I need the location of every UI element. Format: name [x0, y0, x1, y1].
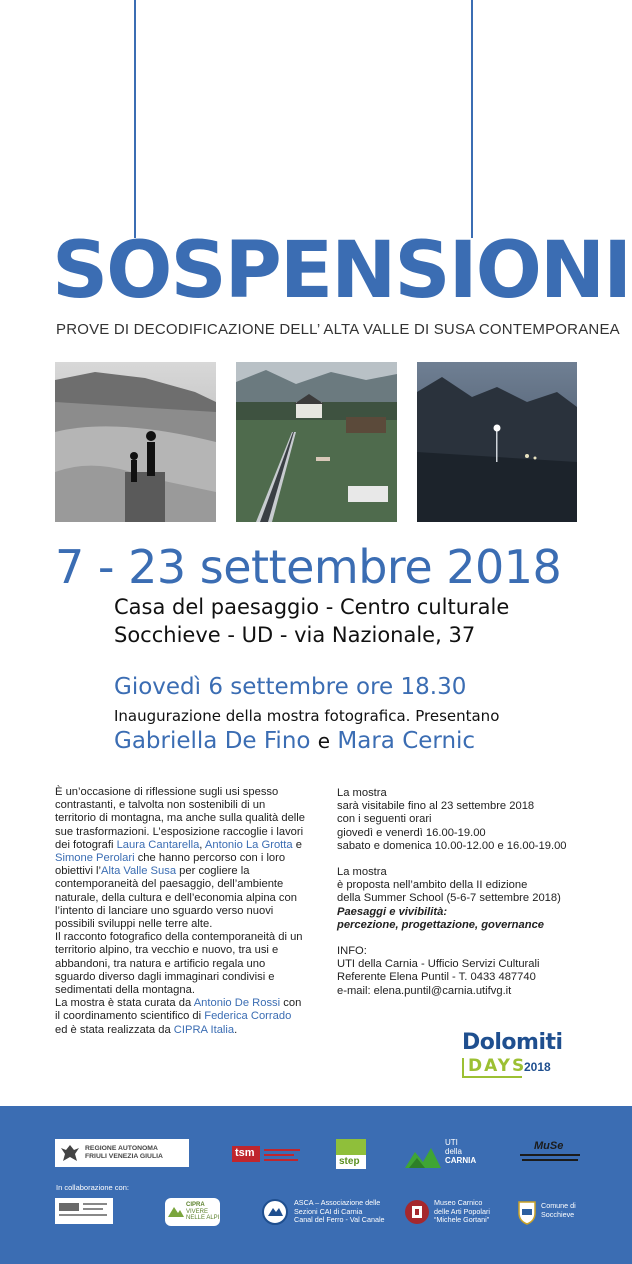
hanging-line-left: [134, 0, 136, 238]
description-paragraph-2: Il racconto fotografico della contemporaneità di un territorio alpino, tra vecchio e nuovo, tra usi e abbandoni, tra natura e artificio regala uno sguardo diverso dagli immaginari condivisi e sedimentati della montagna.: [55, 931, 303, 997]
logo-regione-fvg: REGIONE AUTONOMA FRIULI VENEZIA GIULIA: [55, 1139, 189, 1167]
photo-meadow: [236, 362, 397, 522]
presenter-1: Gabriella De Fino: [114, 728, 311, 754]
organizer-name: CIPRA Italia: [173, 1023, 235, 1036]
info-text: [337, 787, 597, 1011]
presenters: [114, 728, 594, 754]
venue-line-1: Casa del paesaggio - Centro culturale: [114, 595, 510, 619]
venue-line-2: Socchieve - UD - via Nazionale, 37: [114, 623, 476, 647]
photographer-1: Laura Cantarella: [116, 838, 200, 851]
logo-tsm: tsm: [232, 1146, 302, 1164]
logo-muse: MuSe: [516, 1140, 586, 1166]
logo-cipra: CIPRA VIVERE NELLE ALPI: [165, 1198, 220, 1226]
opening-hours-block: La mostra sarà visitabile fino al 23 settembre 2018 con i seguenti orari giovedì e venerdì 16.00-19.00 sabato e domenica 10.00-12.00 e 16.00-19.00: [337, 787, 567, 852]
summer-school-block: La mostra è proposta nell’ambito della II edizione della Summer School (5-6-7 settembre 2018) Paesaggi e vivibilità: percezione, progettazione, governance: [337, 866, 561, 931]
logo-asca: ASCA – Associazione delle Sezioni CAI di Carnia Canal del Ferro - Val Canale: [262, 1198, 412, 1228]
place-name: Alta Valle Susa: [101, 865, 177, 878]
photo-quarry: [55, 362, 216, 522]
photographer-3: Simone Perolari: [55, 852, 135, 865]
photographer-2: Antonio La Grotta: [204, 838, 293, 851]
presenter-2: Mara Cernic: [337, 728, 476, 754]
logo-step: step: [336, 1139, 366, 1169]
exhibition-dates: 7 - 23 settembre 2018: [55, 540, 562, 594]
logo-uti-carnia: UTI della CARNIA: [405, 1138, 485, 1172]
contact-info-block: INFO: UTI della Carnia - Ufficio Servizi Culturali Referente Elena Puntil - T. 0433 487740 e-mail: elena.puntil@carnia.utifvg.it: [337, 945, 597, 998]
hanging-line-right: [471, 0, 473, 238]
presenter-conjunction: e: [317, 729, 331, 753]
opening-description: Inaugurazione della mostra fotografica. Presentano: [114, 707, 500, 725]
logo-comune-socchieve: Comune di Socchieve: [517, 1198, 587, 1228]
mountains-icon: [405, 1144, 441, 1170]
poster-title: SOSPENSIONI: [52, 226, 631, 316]
collaboration-label: In collaborazione con:: [56, 1183, 129, 1192]
cipra-mountain-icon: [168, 1203, 184, 1219]
description-text: [55, 786, 305, 1037]
poster-subtitle: PROVE DI DECODIFICAZIONE DELL’ ALTA VALLE DI SUSA CONTEMPORANEA: [56, 321, 620, 338]
photo-night-mountain: [417, 362, 577, 522]
dolomiti-days-logo: Dolomiti DAYS 2018: [462, 1030, 563, 1076]
museo-seal-icon: [404, 1199, 430, 1225]
eagle-icon: [59, 1142, 81, 1164]
opening-date: Giovedì 6 settembre ore 18.30: [114, 674, 467, 700]
curator-name: Antonio De Rossi: [193, 997, 281, 1010]
coordinator-name: Federica Corrado: [204, 1010, 292, 1023]
sponsor-band: [0, 1106, 632, 1264]
description-paragraph-3: La mostra è stata curata da Antonio De Rossi con il coordinamento scientifico di Federica Corrado ed è stata realizzata da CIPRA Italia.: [55, 997, 302, 1036]
contact-email[interactable]: e-mail: elena.puntil@carnia.utifvg.it: [337, 984, 512, 997]
coat-of-arms-icon: [517, 1199, 537, 1225]
logo-museo-carnico: Museo Carnico delle Arti Popolari “Michele Gortani”: [404, 1198, 514, 1228]
description-paragraph-1: È un’occasione di riflessione sugli usi spesso contrastanti, e talvolta non sostenibili di un territorio di montagna, ma anche sulla qualità delle sue trasformazioni. L’esposizione raccoglie i lavori dei fotografi Laura Cantarella, Antonio La Grotta e Simone Perolari che hanno percorso con i loro obiettivi l’Alta Valle Susa per cogliere la contemporaneità del paesaggio, dell’ambiente naturale, della cultura e dell’economia alpina con l’intento di lanciare uno sguardo verso nuovi possibili sviluppi nelle terre alte.: [55, 786, 305, 931]
logo-ecomuseo: [55, 1198, 113, 1224]
cai-badge-icon: [262, 1199, 288, 1225]
